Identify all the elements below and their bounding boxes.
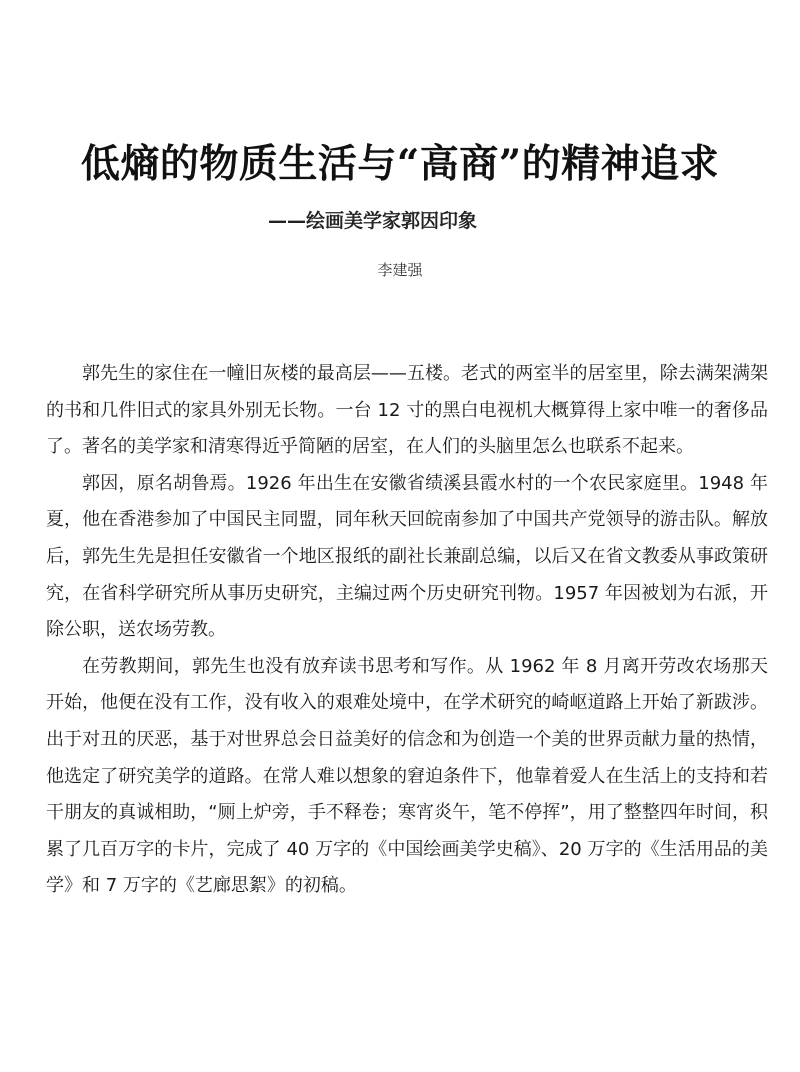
article-author: 李建强 bbox=[377, 261, 423, 279]
article-body bbox=[46, 356, 768, 905]
paragraph: 郭因，原名胡鲁焉。1926 年出生在安徽省绩溪县霞水村的一个农民家庭里。1948 年夏，他在香港参加了中国民主同盟，同年秋天回皖南参加了中国共产党领导的游击队。解放后，郭先生先是担任安徽省一个地区报纸的副社长兼副总编，以后又在省文教委从事政策研究，在省科学研究所从事历史研究，主编过两个历史研究刊物。1957 年因被划为右派，开除公职，送农场劳教。 bbox=[46, 472, 768, 641]
paragraph: 郭先生的家住在一幢旧灰楼的最高层——五楼。老式的两室半的居室里，除去满架满架的书和几件旧式的家具外别无长物。一台 12 寸的黑白电视机大概算得上家中唯一的奢侈品了。著名的美学家和清寒得近乎简陋的居室，在人们的头脑里怎么也联系不起来。 bbox=[46, 363, 768, 458]
article-subtitle: ——绘画美学家郭因印象 bbox=[268, 210, 478, 232]
article-title: 低熵的物质生活与“高商”的精神追求 bbox=[80, 141, 720, 187]
paragraph: 在劳教期间，郭先生也没有放弃读书思考和写作。从 1962 年 8 月离开劳改农场那天开始，他便在没有工作，没有收入的艰难处境中，在学术研究的崎岖道路上开始了新跋涉。出于对丑的厌恶，基于对世界总会日益美好的信念和为创造一个美的世界贡献力量的热情，他选定了研究美学的道路。在常人难以想象的窘迫条件下，他靠着爱人在生活上的支持和若干朋友的真诚相助，“厕上炉旁，手不释卷；寒宵炎午，笔不停挥”，用了整整四年时间，积累了几百万字的卡片，完成了 40 万字的《中国绘画美学史稿》、20 万字的《生活用品的美学》和 7 万字的《艺廊思絮》的初稿。 bbox=[46, 655, 768, 897]
